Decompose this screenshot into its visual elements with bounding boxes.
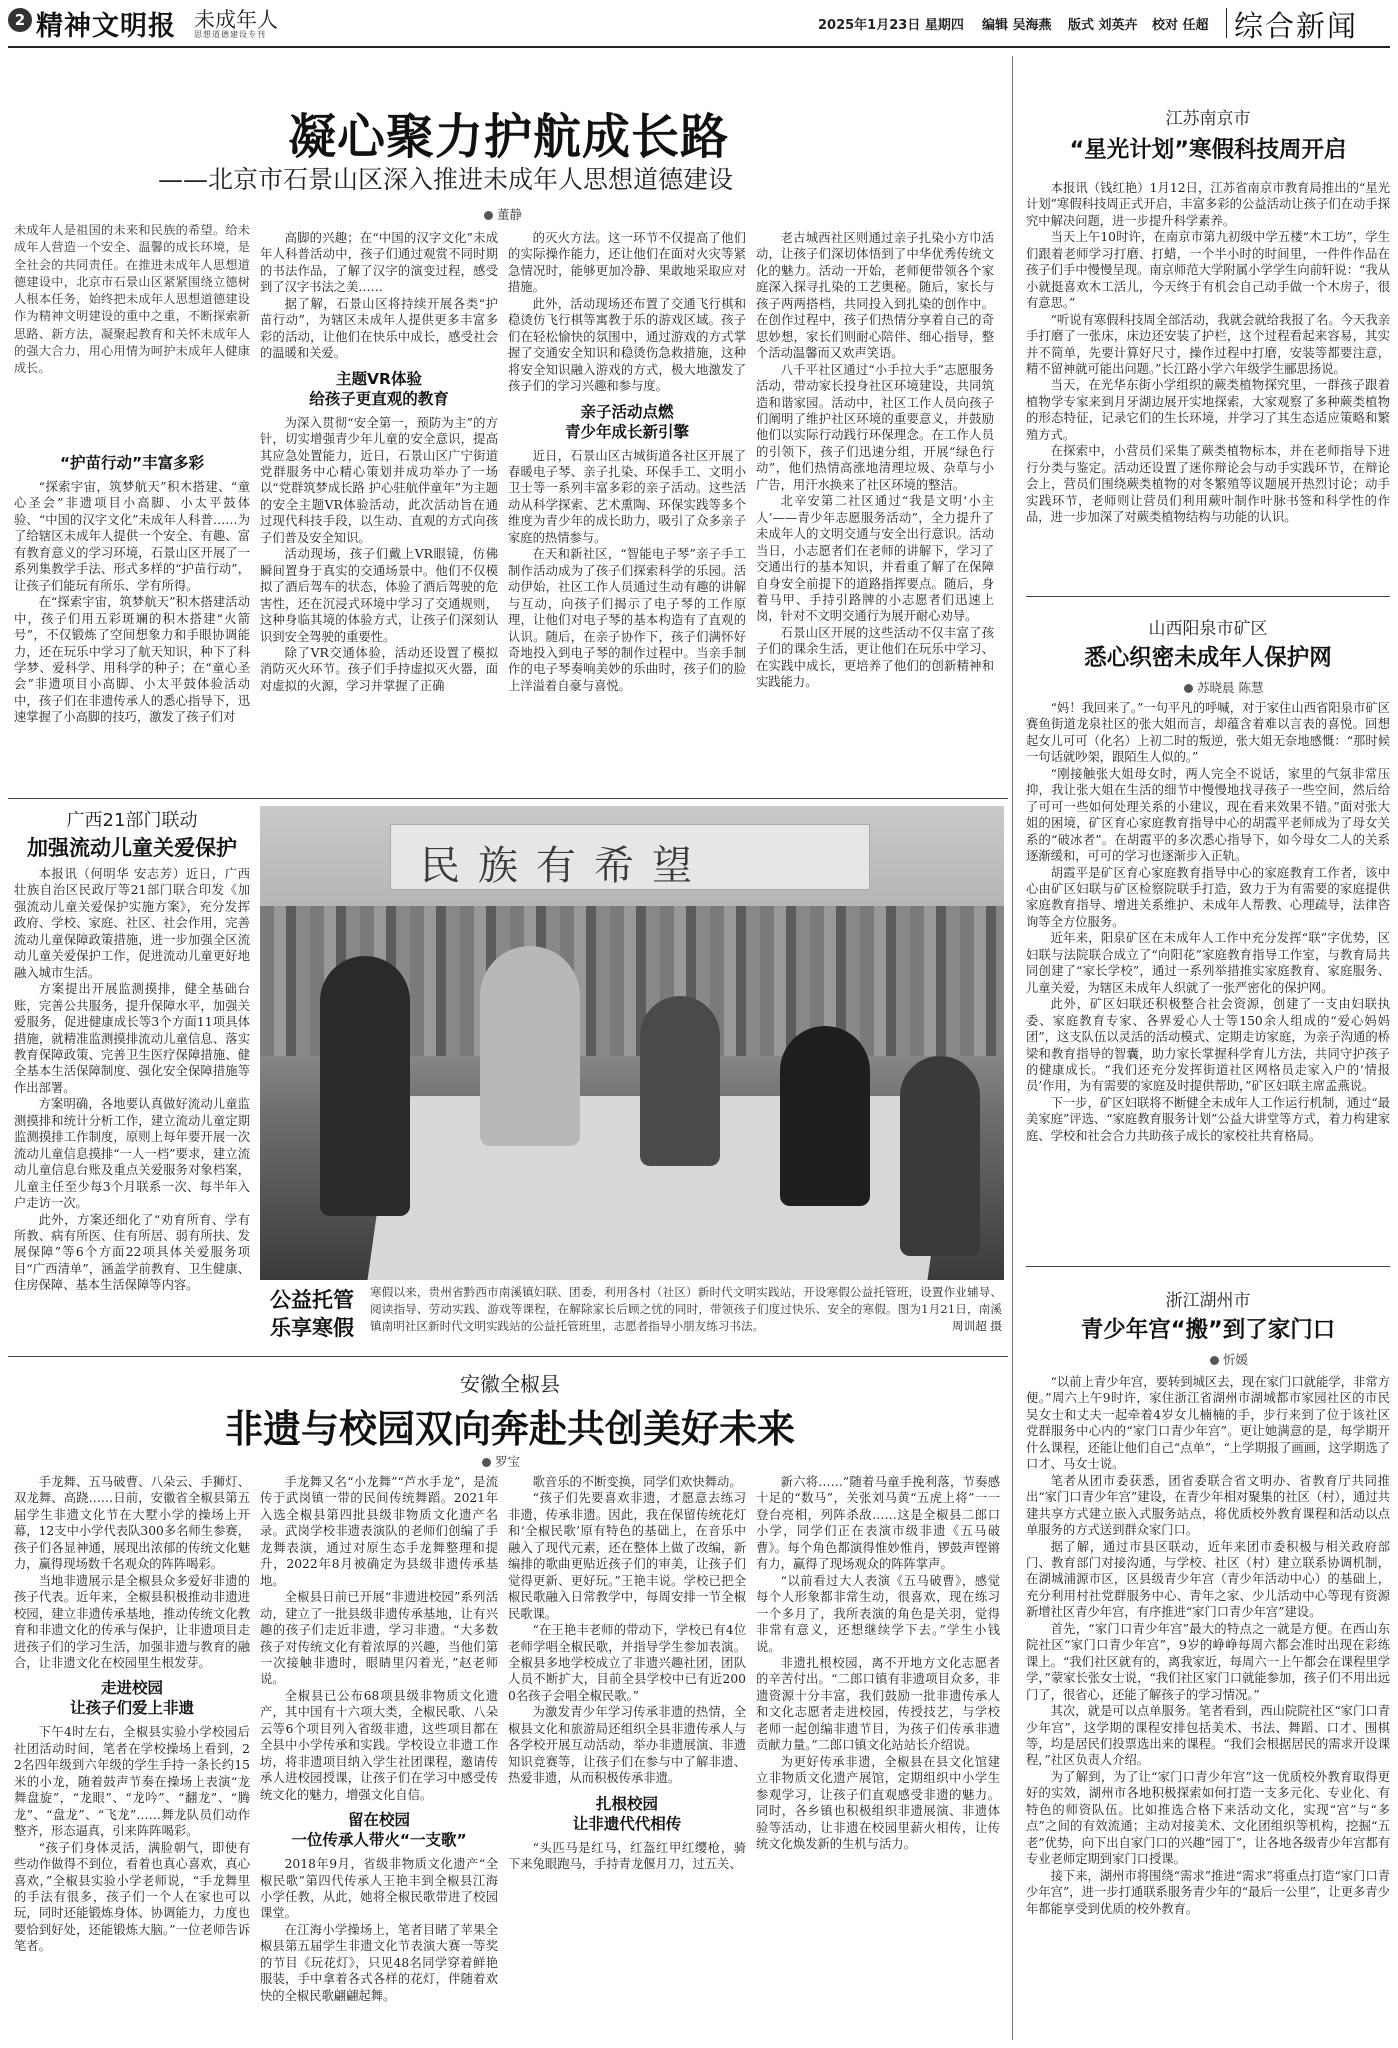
supplement-title: 未成年人 <box>194 8 278 32</box>
supplement-subtitle: 思想道德建设专刊 <box>194 30 266 39</box>
guangxi-category: 广西21部门联动 <box>66 810 198 831</box>
huzhou-category: 浙江湖州市 <box>1165 1291 1251 1311</box>
subheadline: ——北京市石景山区深入推进未成年人思想道德建设 <box>158 165 734 194</box>
yangquan-body: “妈！我回来了。”一句平凡的呼喊，对于家住山西省阳泉市矿区赛鱼街道龙泉社区的张大姐而言，却蕴含着难以言表的喜悦。回想起女儿可可（化名）上初二时的叛逆，张大姐无奈地感慨：“那时候一句话就吵架，跟陌生人似的。” “刚接触张大姐母女时，两人完全不说话，家里的气氛非常压抑，我让张大姐在生活的细节中慢慢地找寻孩子一些空间，然后给了可可一些如何处理关系的小建议，现在看来效果不错。”面对张大姐的困境，矿区育心家庭教育指导中心的胡霞平老师成为了母女关系的“破冰者”。在胡霞平的多次悉心指导下，如今母女二人的关系逐渐缓和，可可的学习也逐渐步入正轨。 胡霞平是矿区育心家庭教育指导中心的家庭教育工作者，该中心由矿区妇联与矿区检察院联手打造，致力于为有需要的家庭提供家庭教育指导、增进关系维护、未成年人帮教、心理疏导，法律咨询等全方位服务。 近年来，阳泉矿区在未成年人工作中充分发挥“联”字优势，区妇联与法院联合成立了“向阳花”家庭教育指导工作室，与教育局共同创建了“家长学校”，通过一系列举措推实家庭教育、家庭服务、儿童关爱，为辖区未成年人织就了一张严密化的保护网。 此外，矿区妇联还积极整合社会资源，创建了一支由妇联执委、家庭教育专家、各界爱心人士等150余人组成的“爱心妈妈团”，这支队伍以灵活的活动模式、定期走访家庭，为亲子沟通的桥梁和教育指导的智囊，助力家长掌握科学育儿方法，共同守护孩子的健康成长。“我们还充分发挥街道社区网格员走家入户的‘情报员’作用，为有需要的家庭及时提供帮助，”矿区妇联主席孟燕说。 下一步，矿区妇联将不断健全未成年人工作运行机制，通过“最美家庭”评选、“家庭教育服务计划”公益大讲堂等方式，着力构建家庭、学校和社会合力共助孩子成长的家校社共育格局。 <box>1026 701 1390 1143</box>
nanjing-body: 本报讯（钱红艳）1月12日，江苏省南京市教育局推出的“星光计划”寒假科技周正式开启，丰富多彩的公益活动让孩子们在动手探究中解决问题，进一步提升科学素养。 当天上午10时许，在南京市第九初级中学五楼“木工坊”，学生们跟着老师学习打磨、打蜡，一个半小时的时间里，一件件作品在孩子们手中慢慢呈现。南京师范大学附属小学学生向前轩说：“我从小就挺喜欢木工活儿，今天终于有机会自己动手做一个木房子，很有意思。” “听说有寒假科技周全部活动，我就会就给我报了名。今天我亲手打磨了一张床，床边还安装了护栏，这个过程看起来容易，其实并不简单，先要计算好尺寸，操作过程中打磨，安装等都要注意，精不留神就可能出问题。”长江路小学六年级学生郦思扬说。 当天，在光华东街小学组织的蕨类植物探究里，一群孩子跟着植物学专家来到月牙湖边展开实地探索，大家观察了多种蕨类植物的形态特征，记录它们的生长环境，并学习了其生态适应策略和繁殖方式。 在探索中，小营员们采集了蕨类植物标本，并在老师指导下进行分类与鉴定。活动还设置了迷你辩论会与动手实践环节，在辩论会上，营员们围绕蕨类植物的对冬繁殖等议题展开热烈讨论；动手实践环节，老师则让营员们利用蕨叶制作叶脉书签和科学性的作品，进一步加深了对蕨类植物结构与功能的认识。 <box>1026 181 1390 525</box>
photo-title: 公益托管 乐享寒假 <box>270 1288 354 1340</box>
news-photo <box>260 806 1004 1280</box>
anhui-byline: 罗宝 <box>482 1452 520 1470</box>
pen-icon <box>482 1458 491 1467</box>
main-column-3: 的灭火方法。这一环节不仅提高了他们的实际操作能力，还让他们在面对火灾等紧急情况时，能够更加冷静、果敢地采取应对措施。 此外，活动现场还布置了交通飞行棋和稳烫仿飞行棋等寓教于乐的游戏区域。孩子们在轻松愉快的氛围中，通过游戏的方式掌握了交通安全知识和稳烫伤急救措施，这种将安全知识融入游戏的方式，极大地激发了孩子们的学习兴趣和参与度。 亲子活动点燃 青少年成长新引擎 近日，石景山区古城街道各社区开展了春暖电子琴、亲子扎染、环保手工、文明小卫士等一系列丰富多彩的亲子活动。这些活动从科学探索、艺术熏陶、环保实践等多个维度为青少年的成长助力，吸引了众多亲子家庭的热情参与。 在天和新社区，“智能电子琴”亲子手工制作活动成为了孩子们探索科学的乐园。活动伊始，社区工作人员通过生动有趣的讲解与互动，向孩子们揭示了电子琴的工作原理，让他们对电子琴的基本构造有了直观的认识。随后，在亲子协作下，孩子们满怀好奇地投入到电子琴的制作过程中。当亲手制作的电子琴奏响美妙的乐曲时，孩子们的脸上洋溢着自豪与喜悦。 <box>508 231 746 693</box>
pen-icon <box>484 211 493 220</box>
photo-person <box>320 956 410 1216</box>
photo-person <box>780 1026 870 1206</box>
main-column-4: 老古城西社区则通过亲子扎染小方巾活动，让孩子们深切体悟到了中华优秀传统文化的魅力。活动一开始，老师便带领各个家庭深入探寻扎染的工艺奥秘。随后，家长与孩子两两搭档，共同投入到扎染的创作中。在创作过程中，孩子们热情分享着自己的奇思妙想，家长们则耐心陪伴、细心指导，整个活动温馨而又欢声笑语。 八千平社区通过“小手拉大手”志愿服务活动，带动家长投身社区环境建设，共同筑造和谐家园。活动中，社区工作人员向孩子们阐明了维护社区环境的重要意义，并鼓励他们以实际行动践行环保理念。在工作人员的引领下，孩子们迅速分组，开展“绿色行动”，他们热情高涨地清理垃圾、杂草与小广告，用汗水换来了社区环境的整洁。 北辛安第二社区通过“我是文明‘小主人’——青少年志愿服务活动”，全力提升了未成年人的文明交通与安全出行意识。活动当日，小志愿者们在老师的讲解下，学习了交通出行的基本知识，并看重了解了在保障自身安全前提下的道路指挥要点。随后，身着马甲、手持引路牌的小志愿者们迅速上岗，针对不文明交通行为展开耐心劝导。 石景山区开展的这些活动不仅丰富了孩子们的课余生活，更让他们在玩乐中学习、在实践中成长，更培养了他们的创新精神和实践能力。 <box>756 231 994 690</box>
pen-icon <box>1184 684 1193 693</box>
anhui-category: 安徽全椒县 <box>460 1372 560 1396</box>
photo-person <box>900 1056 980 1256</box>
huzhou-body: “以前上青少年宫，要转到城区去，现在家门口就能学，非常方便。”周六上午9时许，家住浙江省湖州市湖城都市家园社区的市民吴女士和丈夫一起牵着4岁女儿楠楠的手，步行来到了位于该社区党群服务中心内的“家门口青少年宫”。更让她满意的是，每学期开什么课程，还能让他们自己“点单”，“上学期报了画画，这学期选了口才、马女士说。 笔者从团市委获悉，团省委联合省文明办、省教育厅共同推出“家门口青少年宫”建设，在青少年相对聚集的社区（村），通过共建共享方式建立嵌入式服务站点，将优质校外教育课程和活动以点单服务的方式送到群众家门口。 据了解，通过市县区联动，近年来团市委积极与相关政府部门、教育部门对接沟通，与学校、社区（村）建立联系协调机制，在湖城浦源市区，区县级青少年宫（青少年活动中心）的基础上，充分利用村社党群服务中心、青年之家、少儿活动中心等现有资源新增社区青少年宫，有序推进“家门口青少年宫”建设。 首先，“家门口青少年宫”最大的特点之一就是方便。在西山东院社区“家门口青少年宫”，9岁的峥峥每周六都会准时出现在彩练课上。“我们社区就有的，离我家近，每周六一上午都会在课程里学学，”蒙家长张女士说，“我们社区家门口就能参加，孩子们不用出远门了，很省心，还能了解孩子的学习情况。” 其次，就是可以点单服务。笔者看到，西山院院社区“家门口青少年宫”，这学期的课程安排包括美术、书法、舞蹈、口才、围棋等，均是居民们投票选出来的课程。“我们会根据居民的需求开设课程，”社区负责人介绍。 为了解到，为了让“家门口青少年宫”这一优质校外教育取得更好的实效，湖州市各地积极探索如何打造一支多元化、专业化、有特色的师资队伍。比如推选合格下来活动文化，实现“宫”与“多点”之间的有效流通；主动对接美术、文化团组织等机构，挖掘“五老”优势，向下出自家门口的兴趣“园丁”，让各地各级青少年宫都有专业老师定期到家门口授课。 接下来，湖州市将围绕“需求”推进“需求”将重点打造“家门口青少年宫”，进一步打通联系服务青少年的“最后一公里”，让更多青少年都能享受到优质的校外教育。 <box>1026 1375 1390 1916</box>
nanjing-category: 江苏南京市 <box>1165 109 1251 129</box>
photo-caption: 寒假以来，贵州省黔西市南溪镇妇联、团委，利用各村（社区）新时代文明实践站，开设寒假公益托管班，设置作业辅导、阅读指导、劳动实践、游戏等课程，在解除家长后顾之忧的同时，带领孩子们度过快乐、安全的寒假。图为1月21日，南溪镇南明社区新时代文明实践站的公益托管班里，志愿者指导小朋友练习书法。 周训超 摄 <box>370 1285 1002 1333</box>
yangquan-byline: 苏晓晨 陈慧 <box>1184 678 1263 696</box>
page-number-badge: 2 <box>8 8 32 32</box>
photo-person <box>640 996 720 1166</box>
nanjing-title: “星光计划”寒假科技周开启 <box>1069 137 1347 163</box>
anhui-column-3: 歌音乐的不断变换，同学们欢快舞动。 “孩子们先要喜欢非遗，才愿意去练习非遗，传承非遗。因此，我在保留传统花灯和‘全椒民歌’原有特色的基础上，在音乐中融入了现代元素，还在整体上做了改编，新编排的歌曲更贴近孩子们的审美，让孩子们觉得更新、更好玩。”王艳丰说。学校已把全椒民歌融入日常教学中，每周安排一节全椒民歌课。 “在王艳丰老师的带动下，学校已有4位老师学唱全椒民歌，并指导学生参加表演。全椒县多地学校成立了非遗兴趣社团，团队人员不断扩大，目前全县学校中已有近2000名孩子会唱全椒民歌。” 为激发青少年学习传承非遗的热情，全椒县文化和旅游局还组织全县非遗传承人与各学校开展互动活动，举办非遗展演、非遗知识竞赛等，让孩子们在参与中了解非遗、热爱非遗，从而积极传承非遗。 扎根校园 让非遗代代相传 “头匹马是红马，红盔红甲红缨枪，骑下来兔眼跑马，手持青龙偃月刀，过五关、 <box>508 1475 746 1872</box>
section-name: 综合新闻 <box>1234 9 1359 43</box>
editor: 编辑 吴海燕 <box>982 18 1052 33</box>
main-byline: 董静 <box>484 205 522 223</box>
anhui-column-4: 新六将……”随着马童手挽利落，节奏感十足的“数马”，关张刘马黄“五虎上将”一一登台亮相，列阵杀敌……这是全椒县二郎口小学，同学们正在表演市级非遗《五马破曹》。每个角色都演得惟妙惟肖，锣鼓声铿锵有力，赢得了现场观众的阵阵掌声。 “以前看过大人表演《五马破曹》，感觉每个人形象都非常生动，很喜欢，现在练习一个多月了，我所表演的角色是关羽，觉得非常有意义，还想继续学下去。”学生小钱说。 非遗扎根校园，离不开地方文化志愿者的辛苦付出。“二郎口镇有非遗项目众多，非遗资源十分丰富，我们鼓励一批非遗传承人和文化志愿者走进校园，传授技艺，与学校老师一起创编非遗节目，为孩子们传承非遗贡献力量。”二郎口镇文化站站长介绍说。 为更好传承非遗，全椒县在县文化馆建立非物质文化遗产展馆，定期组织中小学生参观学习，让孩子们直观感受非遗的魅力。同时，各乡镇也积极组织非遗展演、非遗体验等活动，让非遗在校园里薪火相传，让传统文化焕发新的生机与活力。 <box>756 1475 1000 1851</box>
guangxi-title: 加强流动儿童关爱保护 <box>27 836 237 860</box>
masthead: 精神文明报 <box>36 11 176 42</box>
section-subheading: 走进校园 让孩子们爱上非遗 <box>69 1679 194 1718</box>
photo-person <box>480 946 580 1146</box>
huzhou-title: 青少年宫“搬”到了家门口 <box>1080 1317 1336 1343</box>
photo-credit: 周训超 摄 <box>951 1319 1002 1333</box>
photo-banner-text: 民族有希望 <box>420 843 710 889</box>
section-subheading: 留在校园 一位传承人带火“一支歌” <box>291 1811 467 1850</box>
main-column-1: “护苗行动”丰富多彩 “探索宇宙，筑梦航天”积木搭建、“童心圣会”非遗项目小高脚、小太平鼓体验、“中国的汉字文化”未成年人科普……为了给辖区未成年人提供一个安全、有趣、富有教育意义的学习环境，石景山区开展了一系列集教学手法、形式多样的“护苗行动”，让孩子们能玩有所乐、学有所得。 在“探索宇宙，筑梦航天”积木搭建活动中，孩子们用五彩斑斓的积木搭建“火箭号”，不仅锻炼了空间想象力和手眼协调能力，还在玩乐中学习了航天知识，种下了科学梦、爱科学、用科学的种子；在“童心圣会”非遗项目小高脚、小太平鼓体验活动中，孩子们在非遗传承人的悉心指导下，迅速掌握了小高脚的技巧，激发了孩子们对 <box>14 454 250 725</box>
pen-icon <box>1210 1356 1219 1365</box>
yangquan-category: 山西阳泉市矿区 <box>1148 619 1268 639</box>
guangxi-body: 本报讯（何明华 安志芳）近日，广西壮族自治区民政厅等21部门联合印发《加强流动儿童关爱保护实施方案》，充分发挥政府、学校、家庭、社区、社会作用，完善流动儿童保障政策措施，进一步加强全区流动儿童关爱保护工作，促进流动儿童更好地融入城市生活。 方案提出开展监测摸排，健全基础台账，完善公共服务，提升保障水平，加强关爱服务，促进健康成长等3个方面11项具体措施，就精准监测摸排流动儿童信息、落实教育保障政策、完善卫生医疗保障措施、健全基本生活保障制度、强化安全保障措施等作出部署。 方案明确，各地要认真做好流动儿童监测摸排和统计分析工作，建立流动儿童定期监测摸排工作制度，原则上每年要开展一次流动儿童信息摸排“一人一档”要求，建立流动儿童信息台账及重点关爱服务对象档案，儿童主任至少每3个月联系一次、每半年入户走访一次。 此外，方案还细化了“劝育所育、学有所教、病有所医、住有所居、弱有所扶、发展保障”等6个方面22项具体关爱服务项目“广西清单”，涵盖学前教育、卫生健康、住房保障、基本生活保障等内容。 <box>14 867 250 1293</box>
anhui-column-2: 手龙舞又名“小龙舞”“芦水手龙”，是流传于武岗镇一带的民间传统舞蹈。2021年入选全椒县第四批县级非物质文化遗产名录。武岗学校非遗表演队的老师们创编了手龙舞表演，通过对原生态手龙舞整理和提升，2022年8月被确定为县级非遗传承基地。 全椒县日前已开展“非遗进校园”系列活动，建立了一批县级非遗传承基地，让有兴趣的孩子们走近非遗，学习非遗。“大多数孩子对传统文化有着浓厚的兴趣，当他们第一次接触非遗时，眼睛里闪着光，”赵老师说。 全椒县已公布68项县级非物质文化遗产，其中国有十六项大类，全椒民歌、八朵云等6个项目列入省级非遗，这些项目都在全县中小学传承和实践。学校设立非遗工作坊，将非遗项目纳入学生社团课程，邀请传承人进校园授课，让孩子们在学习中感受传统文化的魅力，增强文化自信。 留在校园 一位传承人带火“一支歌” 2018年9月，省级非物质文化遗产“全椒民歌”第四代传承人王艳丰到全椒县江海小学任教，从此，她将全椒民歌带进了校园课堂。 在江海小学操场上，笔者目睹了苹果全椒县第五届学生非遗文化节表演大赛一等奖的节目《玩花灯》，只见48名同学穿着鲜艳服装，手中拿着各式各样的花灯，伴随着欢快的全椒民歌翩翩起舞。 <box>260 1475 498 2003</box>
designer: 版式 刘英卉 <box>1068 18 1138 33</box>
yangquan-title: 悉心织密未成年人保护网 <box>1084 645 1332 671</box>
anhui-column-1: 手龙舞、五马破曹、八朵云、手狮灯、双龙舞、高跷……日前，安徽省全椒县第五届学生非遗文化节在大墅小学的操场上开幕，12支中小学代表队300多名师生参赛，孩子们各显神通，展现出浓郁的传统文化魅力，赢得现场数千名观众的阵阵喝彩。 当地非遗展示是全椒县众多爱好非遗的孩子代表。近年来，全椒县积极推动非遗进校园，建立非遗传承基地，推动传统文化教育和非遗文化的传承与保护，让非遗项目走进孩子们的学习生活，加强非遗与教育的融合，让非遗文化在校园里生根发芽。 走进校园 让孩子们爱上非遗 下午4时左右，全椒县实验小学校园后社团活动时间，笔者在学校操场上看到，22名四年级到六年级的学生手持一条长约15米的小龙，随着鼓声节奏在操场上表演“龙舞盘旋”，“龙眼”、“龙吟”、“翻龙”、“腾龙”、“盘龙”、“飞龙”……舞龙队员们动作整齐，形态逼真，引来阵阵喝彩。 “孩子们身体灵活，满脸朝气，即使有些动作做得不到位，看着也真心喜欢，真心喜欢，”全椒县实验小学老师说，“手龙舞里的手法有很多，孩子们一个人在家也可以玩，同时还能锻炼身体、协调能力，力度也要恰到好处，还能锻炼大脑。”一位老师告诉笔者。 <box>14 1475 250 1954</box>
section-subheading: 扎根校园 让非遗代代相传 <box>572 1794 682 1833</box>
issue-date: 2025年1月23日 星期四 <box>818 18 964 33</box>
huzhou-byline: 忻媛 <box>1210 1350 1248 1368</box>
anhui-title: 非遗与校园双向奔赴共创美好未来 <box>224 1406 795 1451</box>
headline: 凝心聚力护航成长路 <box>288 109 730 165</box>
proofreader: 校对 任超 <box>1152 18 1209 33</box>
section-subheading: 主题VR体验 给孩子更直观的教育 <box>309 369 449 408</box>
section-subheading: “护苗行动”丰富多彩 <box>59 454 205 472</box>
section-subheading: 亲子活动点燃 青少年成长新引擎 <box>564 402 689 441</box>
main-intro: 未成年人是祖国的未来和民族的希望。给未成年人营造一个安全、温馨的成长环境，是全社会的共同责任。在推进未成年人思想道德建设中，北京市石景山区紧紧围绕立德树人根本任务，始终把未成年人思想道德建设作为精神文明建设的重中之重，不断探索新思路、新方法，凝聚起教育和关怀未成年人的强大合力，用心用情为呵护未成年人健康成长。 <box>14 223 250 376</box>
main-column-2: 高脚的兴趣；在“中国的汉字文化”未成年人科普活动中，孩子们通过观赏不同时期的书法作品，了解了汉字的演变过程，感受到了汉字书法之美…… 据了解，石景山区将持续开展各类“护苗行动”，为辖区未成年人提供更多丰富多彩的活动，让他们在快乐中成长，感受社会的温暖和关爱。 主题VR体验 给孩子更直观的教育 为深入贯彻“安全第一，预防为主”的方针，切实增强青少年儿童的安全意识，提高其应急处置能力，近日，石景山区广宁街道党群服务中心精心策划并成功举办了一场以“党群筑梦成长路 护心驻航伴童年”为主题的安全主题VR体验活动，此次活动旨在通过现代科技手段，以生动、直观的方式向孩子们普及安全知识。 活动现场，孩子们戴上VR眼镜，仿佛瞬间置身于真实的交通场景中。他们不仅模拟了酒后驾车的状态，体验了酒后驾驶的危害性，还在沉浸式环境中学习了交通规则，这种身临其境的体验方式，让孩子们深刻认识到安全驾驶的重要性。 除了VR交通体验，活动还设置了模拟消防灭火环节。孩子们手持虚拟灭火器，面对虚拟的火源，学习并掌握了正确 <box>260 231 498 693</box>
